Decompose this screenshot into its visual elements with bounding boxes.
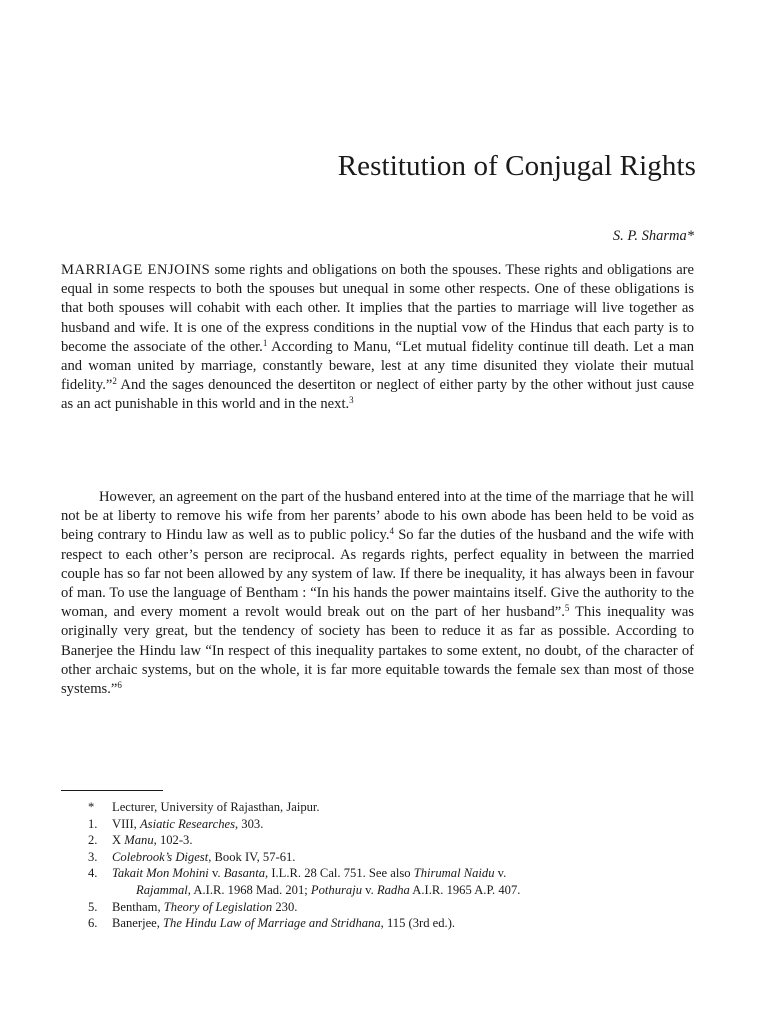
footnote-mark: * <box>88 800 95 814</box>
footnote-case-name: Radha <box>376 882 410 897</box>
footnote-4 <box>88 865 708 898</box>
paragraph-1-text-b: According to Manu, “Let mutual fidelity continue till death. Let a man and woman united by marriage, constantly beware, lest at any time disunited they violate their mutual fidelity.” <box>61 338 694 394</box>
footnote-case-name: Takait Mon Mohini <box>112 866 209 881</box>
footnote-text: Lecturer, University of Rajasthan, Jaipur. <box>112 800 320 814</box>
footnote-5 <box>88 899 708 916</box>
footnote-1 <box>88 816 708 833</box>
footnote-3 <box>88 849 708 866</box>
footnote-source-title: Manu <box>124 833 154 848</box>
footnote-case-name: Thirumal Naidu <box>413 866 495 881</box>
footnote-text: X <box>112 833 125 848</box>
footnote-text: , Book IV, 57-61. <box>208 849 296 864</box>
footnote-source-title: Theory of Legislation <box>163 899 273 914</box>
author-name: S. P. Sharma* <box>612 228 694 244</box>
lead-words: MARRIAGE ENJOINS <box>61 262 211 278</box>
article-title: Restitution of Conjugal Rights <box>337 150 696 182</box>
paragraph-2-text-c: This inequality was originally very great, but the tendency of society has been to reduce it as far as possible. According to Banerjee the Hindu law “In respect of this inequality partakes to some extent, no doubt, of the character of other archaic systems, but on the whole, it is far more equitable towards the female sex than most of those systems.” <box>61 604 695 698</box>
footnote-divider <box>61 790 163 791</box>
footnote-text: v. <box>208 866 224 881</box>
footnote-ref-3[interactable]: 3 <box>349 395 354 406</box>
footnote-text: Bentham, <box>112 899 164 914</box>
footnote-ref-1[interactable]: 1 <box>262 337 268 348</box>
footnote-mark: 1. <box>88 816 98 831</box>
footnote-2 <box>88 832 708 849</box>
footnote-text: , 102-3. <box>153 833 193 848</box>
footnote-text: VIII, <box>112 816 140 831</box>
footnote-ref-6[interactable]: 6 <box>117 680 122 691</box>
footnote-text: , I.L.R. 28 Cal. 751. See also <box>265 866 414 881</box>
footnote-mark: 4. <box>88 866 98 881</box>
footnote-text: , A.I.R. 1968 Mad. 201; <box>187 882 311 897</box>
paragraph-2-text-a: However, an agreement on the part of the husband entered into at the time of the marriage that he will not be at liberty to remove his wife from her parents’ abode to his own abode has been held to be void as being contrary to Hindu law as well as to public policy. <box>61 489 694 544</box>
footnote-mark: 6. <box>88 916 98 931</box>
footnote-case-name: Rajammal <box>136 882 188 897</box>
footnote-author <box>88 799 708 816</box>
footnote-source-title: Colebrook’s Digest <box>112 849 209 864</box>
paragraph-1-text-c: And the sages denounced the desertiton or neglect of either party by the other without just cause as an act punishable in this world and in the next. <box>61 377 694 413</box>
footnote-case-name: Basanta <box>223 866 266 881</box>
paragraph-2-text-b: So far the duties of the husband and the wife with respect to each other’s person are reciprocal. As regards rights, perfect equality in between the married couple has so far not been allowed by any system of law. If there be inequality, it has always been in favour of man. To use the language of Bentham : “In his hands the power maintains itself. Give the authority to the woman, and every moment a revolt would break out on the part of her husband”. <box>61 527 694 621</box>
footnote-mark: 2. <box>88 833 98 848</box>
paragraph-1 <box>61 261 694 415</box>
footnote-text: , 303. <box>235 816 264 831</box>
footnote-source-title: Asiatic Researches <box>139 816 235 831</box>
footnote-text: A.I.R. 1965 A.P. 407. <box>409 882 521 897</box>
paragraph-1-text-a: some rights and obligations on both the spouses. These rights and obligations are equal in some respects to both the spouses but unequal in some other respects. One of these obligations is that both spouses will cohabit with each other. It implies that the parties to marriage will live together as husband and wife. It is one of the express conditions in the nuptial vow of the Hindus that each party is to become the associate of the other. <box>61 262 695 355</box>
footnote-6 <box>88 915 708 932</box>
footnote-text: v. <box>494 866 507 881</box>
footnotes-list <box>88 799 708 932</box>
footnote-source-title: The Hindu Law of Marriage and Stridhana <box>163 916 381 931</box>
footnote-text: , 115 (3rd ed.). <box>380 916 456 931</box>
footnote-ref-5[interactable]: 5 <box>564 603 570 614</box>
footnote-ref-4[interactable]: 4 <box>389 526 394 537</box>
paragraph-2 <box>61 488 694 699</box>
footnote-text: v. <box>362 882 377 897</box>
footnote-text: Banerjee, <box>112 916 164 931</box>
footnote-case-name: Pothuraju <box>310 882 362 897</box>
footnote-continuation <box>112 882 708 899</box>
footnote-mark: 3. <box>88 849 98 864</box>
footnote-text: 230. <box>272 899 298 914</box>
footnote-ref-2[interactable]: 2 <box>112 376 117 387</box>
footnote-mark: 5. <box>88 899 98 914</box>
